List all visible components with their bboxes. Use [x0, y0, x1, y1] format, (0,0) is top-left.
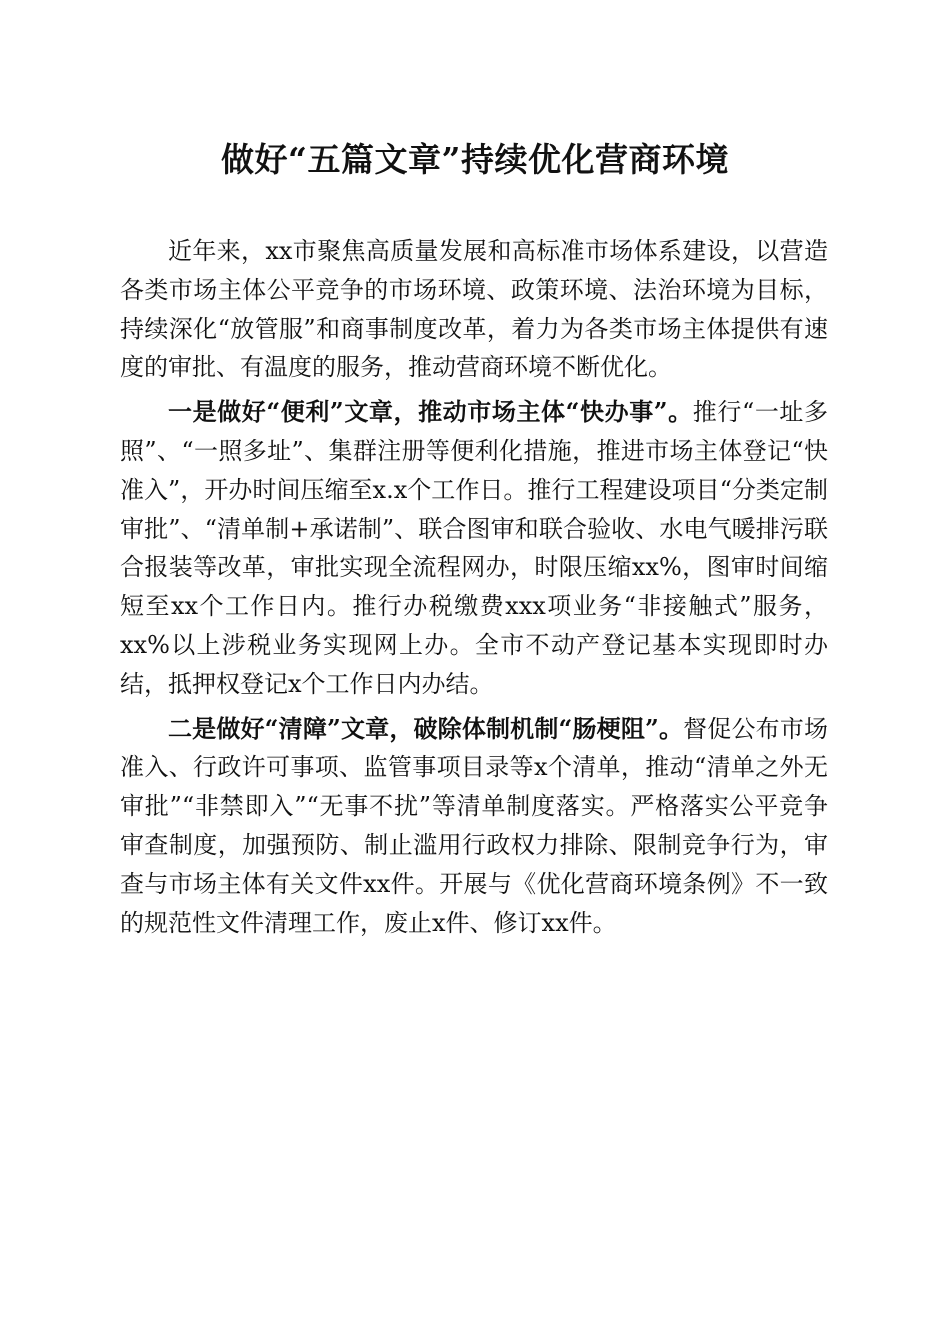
document-title: 做好“五篇文章”持续优化营商环境 [221, 140, 729, 179]
paragraph-convenience-lead: 一是做好“便利”文章，推动市场主体“快办事”。 [168, 397, 693, 427]
paragraph-convenience-text: 推行“一址多照”、“一照多址”、集群注册等便利化措施，推进市场主体登记“快准入”，开办时间压缩至x.x个工作日。推行工程建设项目“分类定制审批”、“清单制+承诺制”、联合图审和联合验收、水电气暖排污联合报装等改革，审批实现全流程网办，时限压缩xx%，图审时间缩短至xx个工作日内。推行办税缴费xxx项业务“非接触式”服务，xx%以上涉税业务实现网上办。全市不动产登记基本实现即时办结，抵押权登记x个工作日内办结。 [120, 398, 828, 698]
paragraph-convenience [120, 393, 828, 703]
paragraph-clearing-lead: 二是做好“清障”文章，破除体制机制“肠梗阻”。 [168, 713, 684, 743]
paragraph-clearing-text: 督促公布市场准入、行政许可事项、监管事项目录等x个清单，推动“清单之外无审批”“非禁即入”“无事不扰”等清单制度落实。严格落实公平竞争审查制度，加强预防、制止滥用行政权力排除、限制竞争行为，审查与市场主体有关文件xx件。开展与《优化营商环境条例》不一致的规范性文件清理工作，废止x件、修订xx件。 [120, 714, 829, 937]
paragraph-clearing [120, 710, 828, 943]
paragraph-intro [120, 232, 828, 387]
document-body [120, 232, 828, 948]
paragraph-intro-text: 近年来，xx市聚焦高质量发展和高标准市场体系建设，以营造各类市场主体公平竞争的市场环境、政策环境、法治环境为目标，持续深化“放管服”和商事制度改革，着力为各类市场主体提供有速度的审批、有温度的服务，推动营商环境不断优化。 [120, 237, 828, 382]
